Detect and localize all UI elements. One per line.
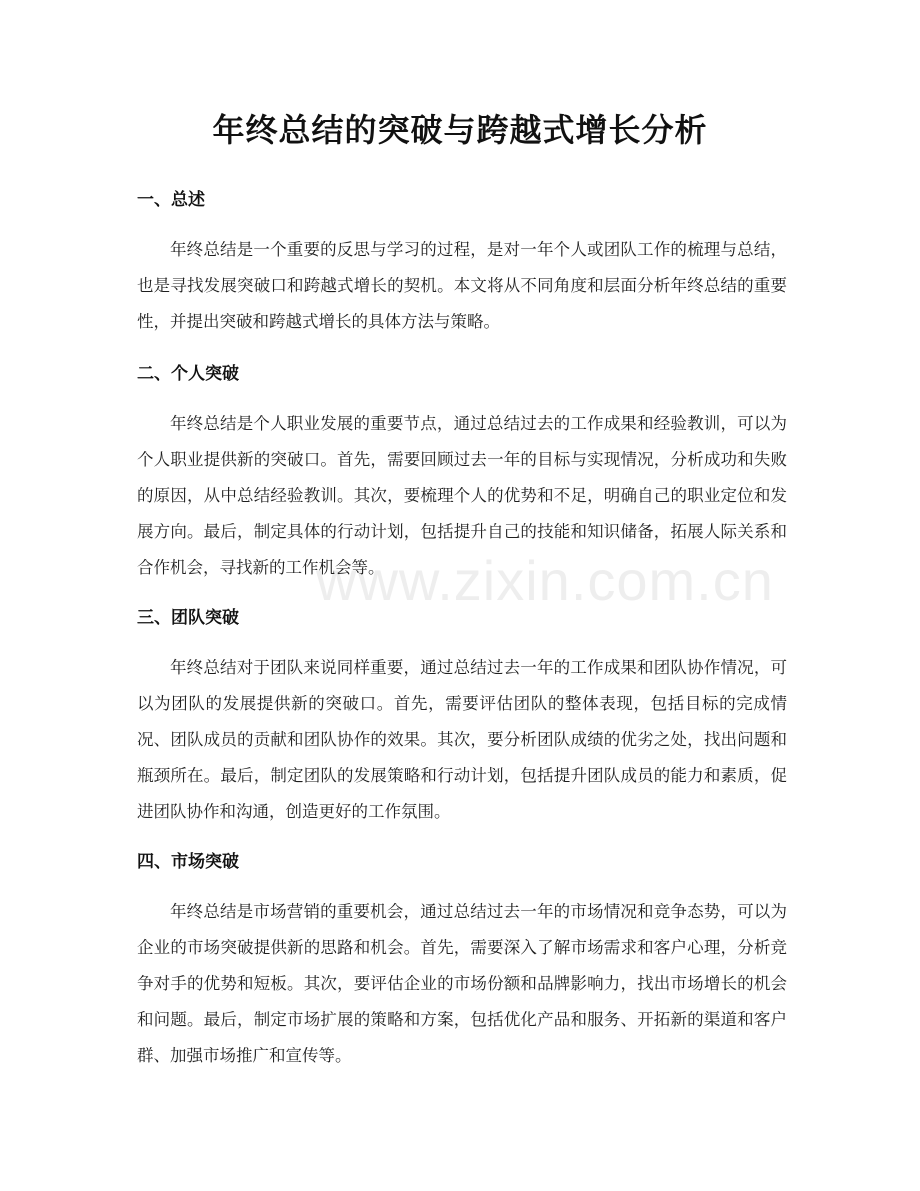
- section-overview: [137, 188, 787, 340]
- section-body: 年终总结是个人职业发展的重要节点，通过总结过去的工作成果和经验教训，可以为个人职业提供新的突破口。首先，需要回顾过去一年的目标与实现情况，分析成功和失败的原因，从中总结经验教训。其次，要梳理个人的优势和不足，明确自己的职业定位和发展方向。最后，制定具体的行动计划，包括提升自己的技能和知识储备，拓展人际关系和合作机会，寻找新的工作机会等。: [137, 414, 787, 577]
- section-market: [137, 850, 787, 1074]
- section-heading: 三、团队突破: [137, 608, 239, 628]
- section-heading: 四、市场突破: [137, 852, 239, 872]
- section-personal: [137, 362, 787, 586]
- watermark: www.zixin.com.cn: [316, 549, 774, 612]
- section-body: 年终总结是市场营销的重要机会，通过总结过去一年的市场情况和竞争态势，可以为企业的市场突破提供新的思路和机会。首先，需要深入了解市场需求和客户心理，分析竞争对手的优势和短板。其次，要评估企业的市场份额和品牌影响力，找出市场增长的机会和问题。最后，制定市场扩展的策略和方案，包括优化产品和服务、开拓新的渠道和客户群、加强市场推广和宣传等。: [137, 902, 787, 1065]
- section-heading: 一、总述: [137, 190, 205, 210]
- document-title: 年终总结的突破与跨越式增长分析: [212, 111, 708, 149]
- section-body: 年终总结是一个重要的反思与学习的过程，是对一年个人或团队工作的梳理与总结，也是寻找发展突破口和跨越式增长的契机。本文将从不同角度和层面分析年终总结的重要性，并提出突破和跨越式增长的具体方法与策略。: [137, 240, 787, 331]
- section-body: 年终总结对于团队来说同样重要，通过总结过去一年的工作成果和团队协作情况，可以为团队的发展提供新的突破口。首先，需要评估团队的整体表现，包括目标的完成情况、团队成员的贡献和团队协作的效果。其次，要分析团队成绩的优劣之处，找出问题和瓶颈所在。最后，制定团队的发展策略和行动计划，包括提升团队成员的能力和素质，促进团队协作和沟通，创造更好的工作氛围。: [137, 658, 787, 821]
- section-team: [137, 606, 787, 830]
- section-heading: 二、个人突破: [137, 364, 239, 384]
